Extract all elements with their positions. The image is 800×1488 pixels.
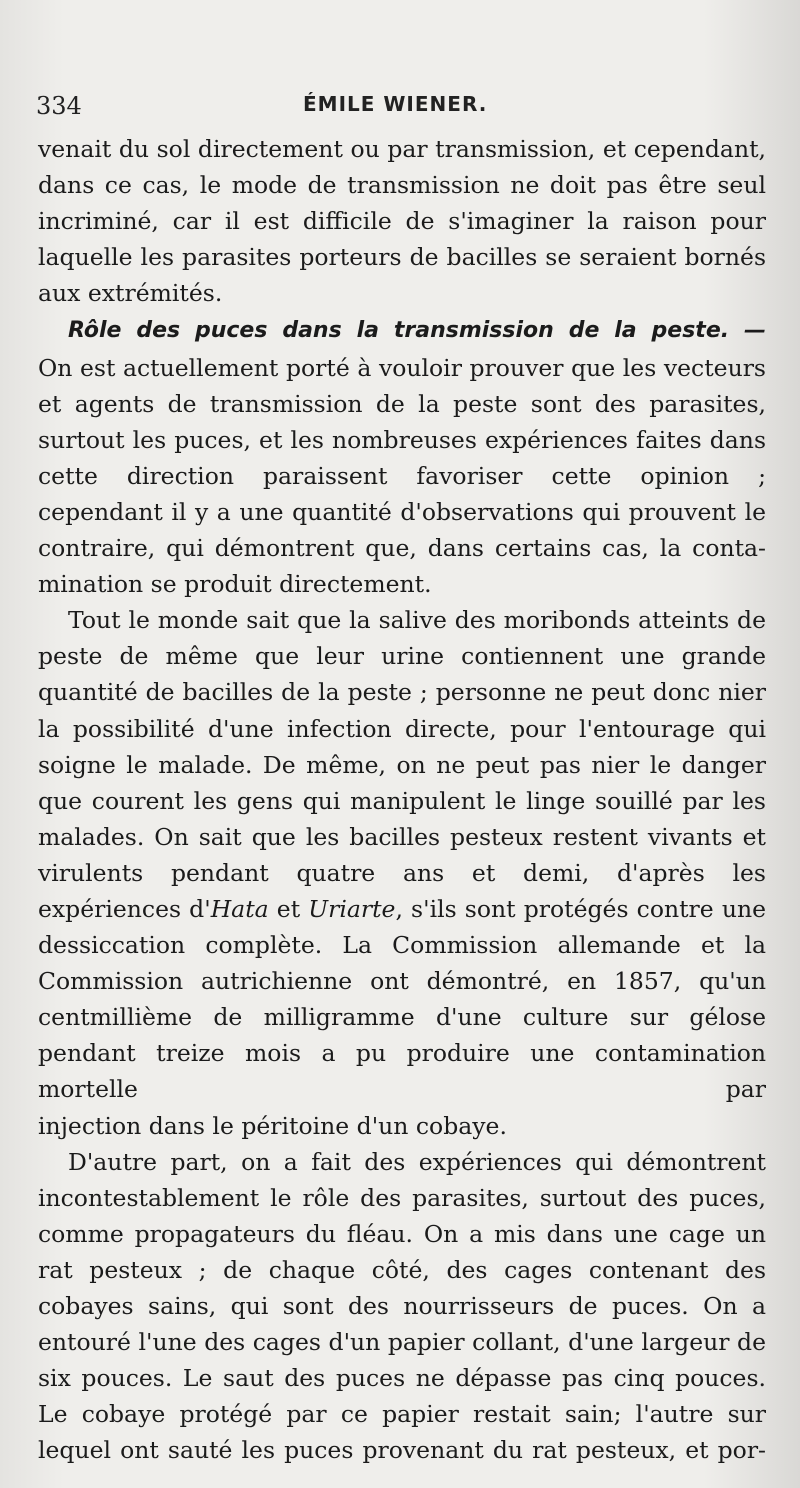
- paragraph-4-text: D'autre part, on a fait des expériences qui démontrent incontestablement le rôle des parasites, surtout des puces, comme propagateurs du fléau. On a mis dans une cage un rat pesteux ; de chaque côté, des cages contenant des cobayes sains, qui sont des nourrisseurs de puces. On a entouré l'une des cages d'un papier collant, d'une largeur de six pouces. Le saut des puces ne dépasse pas cinq pouces. Le cobaye protégé par ce papier restait sain; l'autre sur lequel ont sauté les puces provenant du rat pesteux, et por-: [38, 1147, 766, 1465]
- paragraph-2-body: [38, 350, 766, 567]
- body-text: [38, 131, 766, 1468]
- paragraph-1-text: venait du sol directement ou par transmission, et cependant, dans ce cas, le mode de transmission ne doit pas être seul incriminé, car il est difficile de s'imaginer la raison pour laquelle les parasites porteurs de bacilles se seraient bornés: [38, 135, 766, 272]
- paragraph-3-last-line: injection dans le péritoine d'un cobaye.: [38, 1111, 507, 1140]
- page-number: 334: [36, 92, 82, 120]
- paragraph-3-text-a: Tout le monde sait que la salive des moribonds atteints de peste de même que leur urine contiennent une grande quantité de bacilles de la peste ; personne ne peut donc nier la possibilité d'une infection directe, pour l'entourage qui soigne le malade. De même, on ne peut pas nier le danger que courent les gens qui manipulent le linge souillé par les malades. On sait que les bacilles pesteux restent vivants et virulents pendant quatre ans et demi, d'après les expériences d': [38, 606, 766, 923]
- paragraph-4: [38, 1144, 766, 1469]
- section-heading: Rôle des puces dans la transmission de la peste. —: [68, 318, 766, 344]
- paragraph-3-text-b: , s'ils sont protégés contre une dessiccation complète. La Commission allemande et la Commission autrichienne ont démontré, en 1857, qu'un centmillième de milligramme d'une culture sur gélose pendant treize mois a pu produire une contamination mortelle par: [38, 894, 767, 1104]
- paragraph-2: [38, 311, 766, 349]
- paragraph-2-last-line: mination se produit directement.: [38, 570, 432, 599]
- author-name-hata: Hata: [210, 894, 269, 923]
- paragraph-3: [38, 602, 766, 1107]
- paragraph-1-last-line: aux extrémités.: [38, 279, 223, 308]
- running-head: [36, 88, 766, 124]
- paragraph-3-end: [38, 1108, 766, 1144]
- paragraph-2-end: [38, 566, 766, 602]
- running-title: ÉMILE WIENER.: [303, 92, 488, 116]
- paragraph-1: [38, 131, 766, 275]
- author-name-uriarte: Uriarte: [308, 894, 396, 923]
- paragraph-1-end: [38, 275, 766, 311]
- paragraph-3-conjunction: et: [268, 894, 309, 923]
- paragraph-2-text: On est actuellement porté à vouloir prouver que les vecteurs et agents de transmission de la peste sont des parasites, surtout les puces, et les nombreuses expériences faites dans cette direction paraissent favoriser cette opinion ; cependant il y a une quantité d'observations qui prouvent le contraire, qui démontrent que, dans certains cas, la conta-: [38, 353, 766, 563]
